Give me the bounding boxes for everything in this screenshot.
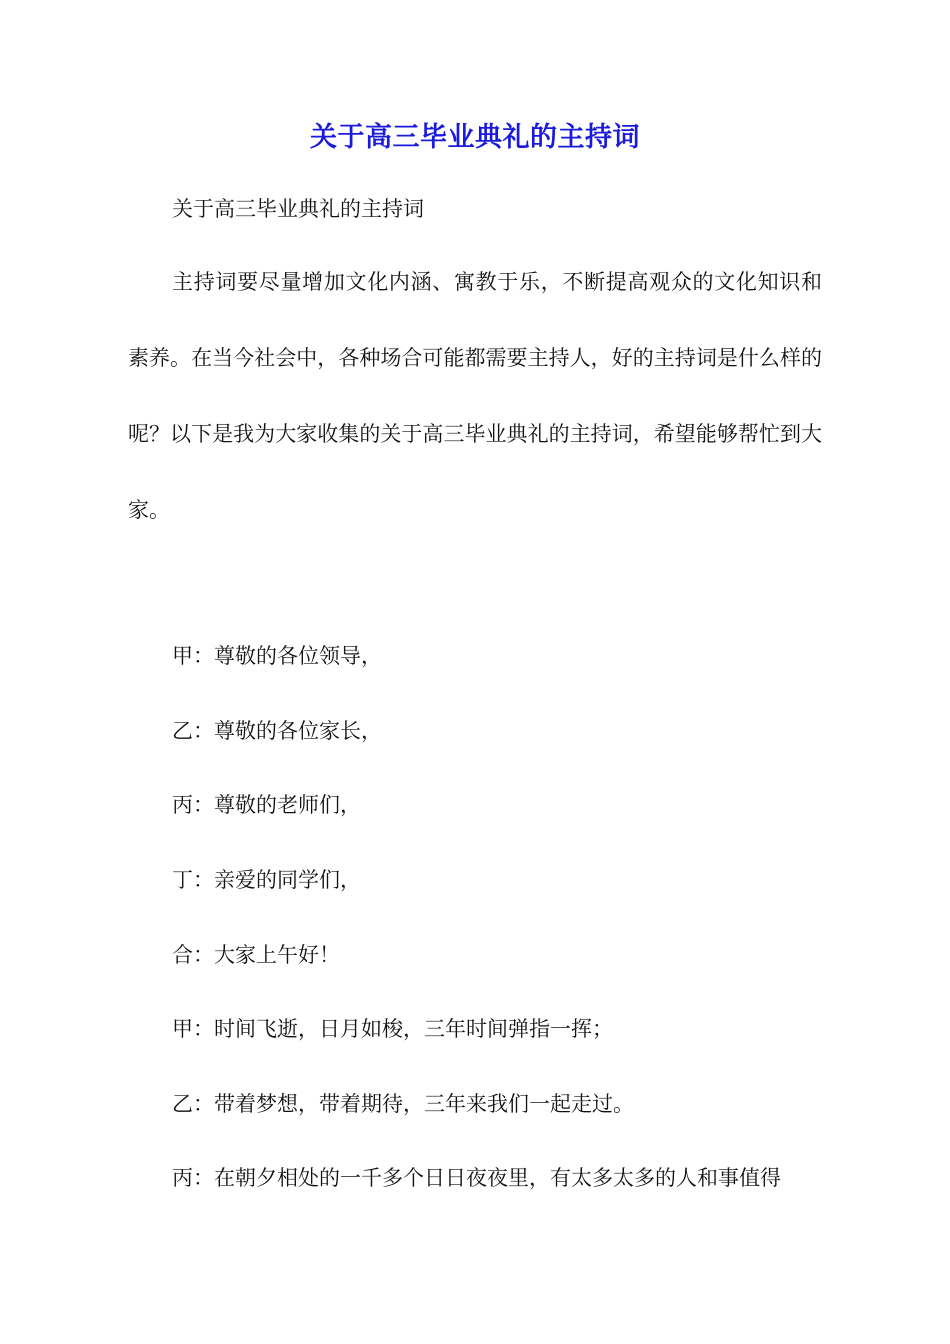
script-line: 丙：尊敬的老师们， <box>172 793 361 817</box>
script-line: 乙：带着梦想，带着期待，三年来我们一起走过。 <box>172 1092 634 1116</box>
script-line: 甲：时间飞逝，日月如梭，三年时间弹指一挥； <box>172 1017 613 1041</box>
document-title: 关于高三毕业典礼的主持词 <box>310 122 640 153</box>
document-subtitle: 关于高三毕业典礼的主持词 <box>172 197 424 221</box>
script-line: 丙：在朝夕相处的一千多个日日夜夜里，有太多太多的人和事值得 <box>172 1166 781 1190</box>
script-line: 丁：亲爱的同学们， <box>172 868 361 892</box>
script-line: 合：大家上午好！ <box>172 943 340 967</box>
script-line: 乙：尊敬的各位家长， <box>172 719 382 743</box>
script-line: 甲：尊敬的各位领导， <box>172 644 382 668</box>
intro-paragraph: 主持词要尽量增加文化内涵、寓教于乐，不断提高观众的文化知识和素养。在当今社会中，各种场合可能都需要主持人，好的主持词是什么样的呢？以下是我为大家收集的关于高三毕业典礼的主持词，希望能够帮忙到大家。 <box>128 270 822 522</box>
